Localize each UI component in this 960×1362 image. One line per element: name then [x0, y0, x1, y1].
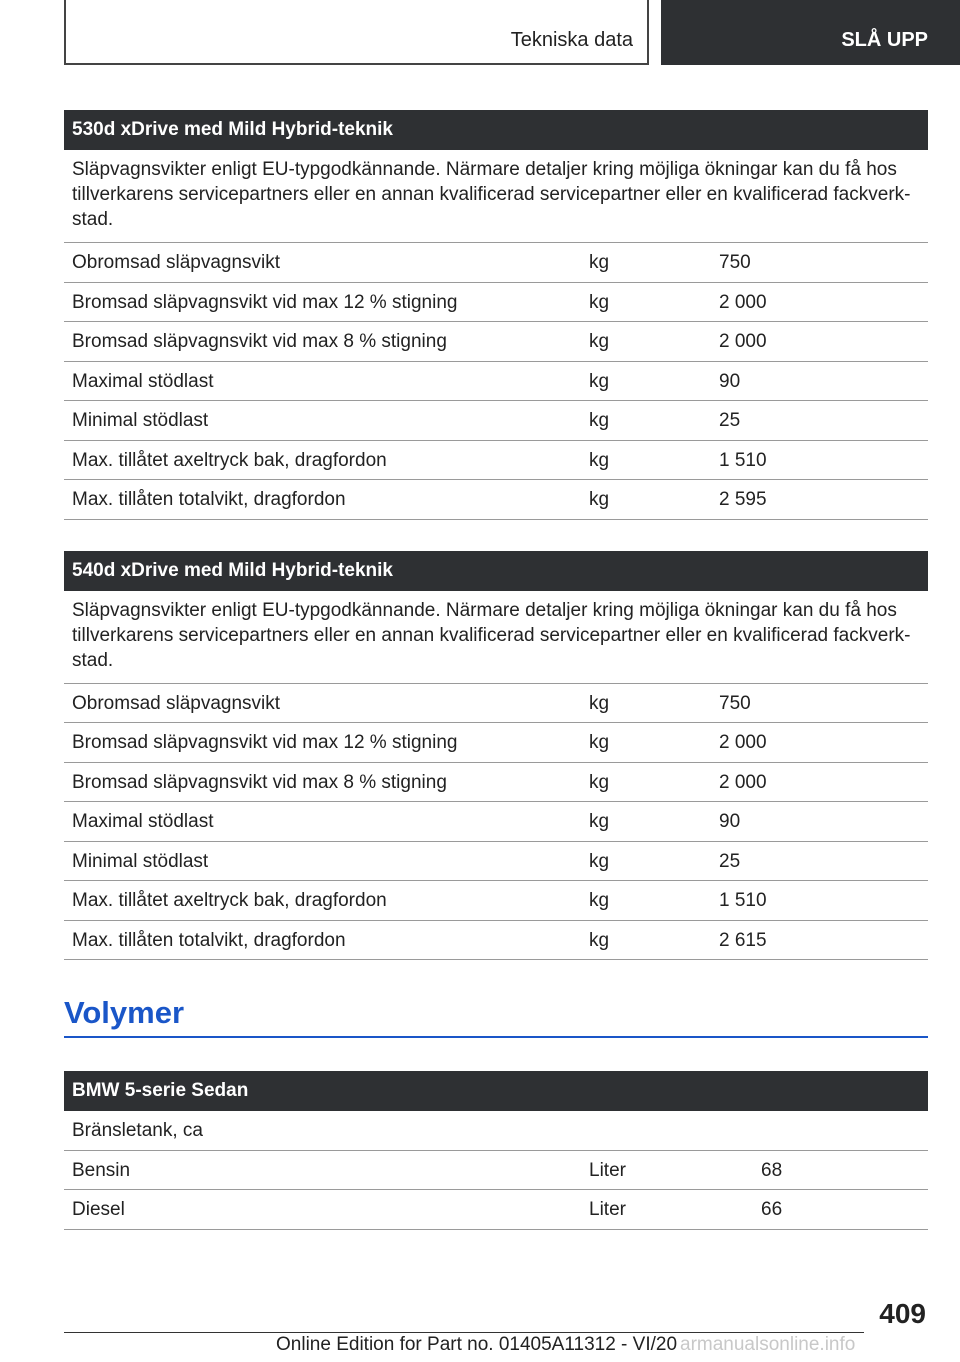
row-unit: kg — [589, 489, 610, 510]
trailer-table-540d — [64, 551, 928, 961]
row-label: Max. tillåtet axeltryck bak, dragfordon — [72, 449, 387, 471]
table-row — [64, 723, 928, 763]
trailer-table-530d — [64, 110, 928, 520]
row-value: 2 000 — [719, 291, 767, 313]
table-note: Släpvagnsvikter enligt EU-typgodkännande. Närmare detaljer kring möjliga ökningar kan du få hos tillverkarens servicepartners eller en annan kvalificerad servicepartner eller en kvalificerad fackverk-stad. — [64, 150, 928, 243]
row-unit: kg — [589, 252, 610, 273]
table-row — [64, 763, 928, 803]
table-row — [64, 441, 928, 481]
row-value: 2 000 — [719, 331, 767, 352]
subheading-label: Bränsletank, ca — [72, 1120, 203, 1141]
row-label: Bromsad släpvagnsvikt vid max 8 % stigning — [72, 771, 447, 793]
table-row — [64, 1151, 928, 1191]
row-label: Maximal stödlast — [72, 370, 214, 392]
section-gap — [64, 520, 928, 551]
section-heading-volumes: Volymer — [64, 995, 185, 1030]
row-label: Max. tillåtet axeltryck bak, dragfordon — [72, 890, 387, 911]
page-number: 409 — [879, 1298, 926, 1329]
row-unit: kg — [589, 850, 610, 872]
table-row — [64, 243, 928, 283]
table-title: BMW 5-serie Sedan — [64, 1071, 928, 1111]
lookup-button[interactable] — [661, 0, 960, 65]
table-row — [64, 283, 928, 323]
row-unit: kg — [589, 291, 610, 313]
table-row — [64, 842, 928, 882]
row-label: Minimal stödlast — [72, 410, 209, 431]
row-unit: kg — [589, 370, 610, 392]
row-unit: Liter — [589, 1199, 626, 1220]
row-label: Maximal stödlast — [72, 811, 214, 832]
table-row — [64, 480, 928, 520]
row-unit: kg — [589, 771, 610, 793]
row-unit: kg — [589, 692, 610, 714]
table-row — [64, 322, 928, 362]
lookup-button-label: SLÅ UPP — [841, 29, 928, 51]
footer-rule — [64, 1332, 864, 1333]
row-label: Bromsad släpvagnsvikt vid max 12 % stigning — [72, 291, 458, 313]
row-value: 90 — [719, 370, 741, 392]
section-tab-label: Tekniska data — [510, 29, 633, 51]
row-value: 66 — [761, 1199, 783, 1220]
row-value: 90 — [719, 811, 741, 832]
table-row — [64, 1190, 928, 1230]
row-value: 2 000 — [719, 771, 767, 793]
row-unit: kg — [589, 890, 610, 911]
row-unit: Liter — [589, 1159, 626, 1181]
row-label: Minimal stödlast — [72, 850, 209, 872]
row-value: 2 595 — [719, 489, 767, 510]
table-row — [64, 362, 928, 402]
row-value: 2 615 — [719, 929, 767, 951]
row-unit: kg — [589, 410, 610, 431]
row-value: 1 510 — [719, 890, 767, 911]
row-label: Bensin — [72, 1159, 131, 1181]
row-unit: kg — [589, 732, 610, 753]
table-row — [64, 802, 928, 842]
watermark-text: armanualsonline.info — [680, 1334, 856, 1355]
table-title: 540d xDrive med Mild Hybrid-teknik — [64, 551, 928, 591]
row-label: Max. tillåten totalvikt, dragfordon — [72, 489, 346, 510]
row-value: 2 000 — [719, 732, 767, 753]
table-row — [64, 684, 928, 724]
table-row — [64, 881, 928, 921]
edition-text: Online Edition for Part no. 01405A11312 - VI/20 — [276, 1334, 678, 1355]
row-unit: kg — [589, 331, 610, 352]
table-subheading — [64, 1111, 928, 1151]
row-label: Bromsad släpvagnsvikt vid max 8 % stigning — [72, 331, 447, 352]
table-row — [64, 401, 928, 441]
section-tab[interactable] — [64, 0, 649, 65]
page-content — [64, 110, 928, 1230]
row-value: 25 — [719, 410, 741, 431]
heading-rule — [64, 1036, 928, 1038]
row-label: Obromsad släpvagnsvikt — [72, 252, 281, 273]
row-value: 750 — [719, 252, 751, 273]
row-value: 68 — [761, 1159, 783, 1181]
row-value: 25 — [719, 850, 741, 872]
row-value: 1 510 — [719, 449, 767, 471]
volume-table — [64, 1071, 928, 1230]
row-value: 750 — [719, 692, 751, 714]
row-unit: kg — [589, 929, 610, 951]
table-row — [64, 921, 928, 961]
row-label: Obromsad släpvagnsvikt — [72, 692, 281, 714]
row-label: Max. tillåten totalvikt, dragfordon — [72, 929, 346, 951]
row-label: Diesel — [72, 1199, 125, 1220]
table-title: 530d xDrive med Mild Hybrid-teknik — [64, 110, 928, 150]
table-note: Släpvagnsvikter enligt EU-typgodkännande. Närmare detaljer kring möjliga ökningar kan du få hos tillverkarens servicepartners eller en annan kvalificerad servicepartner eller en kvalificerad fackverk-stad. — [64, 591, 928, 684]
row-label: Bromsad släpvagnsvikt vid max 12 % stigning — [72, 732, 458, 753]
row-unit: kg — [589, 811, 610, 832]
row-unit: kg — [589, 449, 610, 471]
